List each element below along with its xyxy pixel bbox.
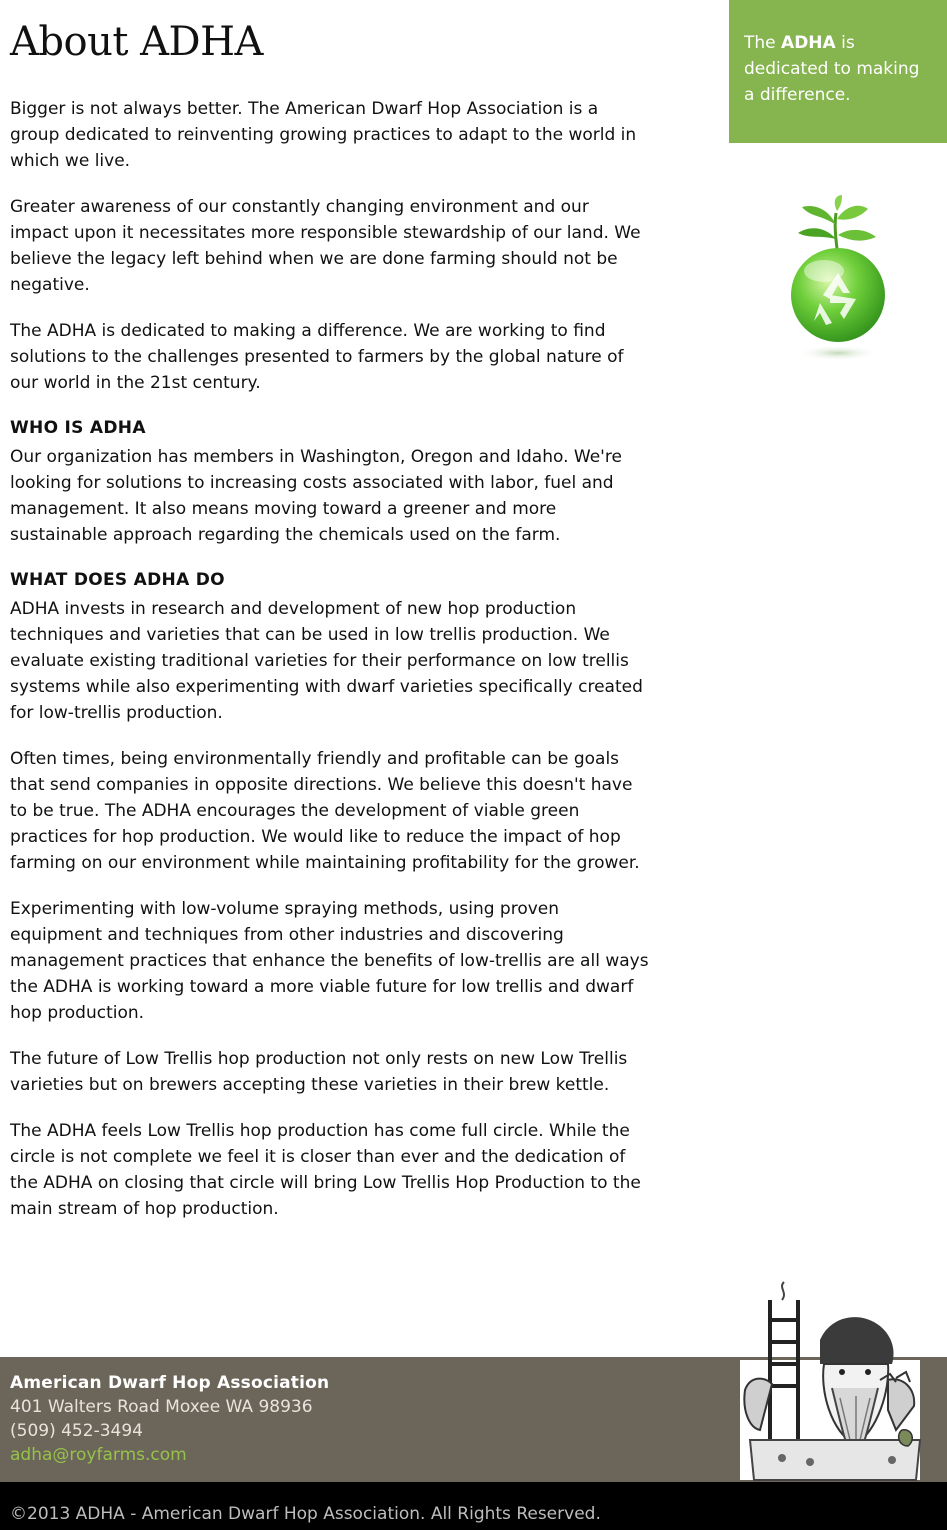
intro-paragraph-3: The ADHA is dedicated to making a difference. We are working to find solutions to the challenges presented to farmers by the global nature of our world in the 21st century. — [10, 321, 624, 393]
footer-email-link[interactable]: adha@royfarms.com — [10, 1445, 187, 1465]
what-paragraph-4: The future of Low Trellis hop production not only rests on new Low Trellis varieties but on brewers accepting these varieties in their brew kettle. — [10, 1049, 628, 1095]
dwarf-mascot-icon — [720, 1280, 930, 1485]
what-paragraph-2: Often times, being environmentally friendly and profitable can be goals that send companies in opposite directions. We believe this doesn't have to be true. The ADHA encourages the development of viable green practices for hop production. We would like to reduce the impact of hop farming on our environment while maintaining profitability for the grower. — [10, 749, 640, 873]
sidebar-callout — [729, 0, 947, 143]
copyright-text: ©2013 ADHA - American Dwarf Hop Association. All Rights Reserved. — [10, 1504, 601, 1524]
footer-org-name: American Dwarf Hop Association — [10, 1373, 330, 1393]
footer-address: 401 Walters Road Moxee WA 98936 — [10, 1397, 313, 1417]
what-paragraph-3: Experimenting with low-volume spraying methods, using proven equipment and techniques from other industries and discovering management practices that enhance the benefits of low-trellis are all ways the ADHA is working toward a more viable future for low trellis and dwarf hop production. — [10, 899, 649, 1023]
page-title: About ADHA — [10, 19, 263, 65]
callout-text-post: is dedicated to making a difference. — [744, 33, 920, 105]
what-paragraph-5: The ADHA feels Low Trellis hop production has come full circle. While the circle is not complete we feel it is closer than ever and the dedication of the ADHA on closing that circle will bring Low Trellis Hop Production to the main stream of hop production. — [10, 1121, 641, 1219]
intro-paragraph-1: Bigger is not always better. The American Dwarf Hop Association is a group dedicated to reinventing growing practices to adapt to the world in which we live. — [10, 99, 637, 171]
main-content — [10, 16, 650, 1242]
what-paragraph-1: ADHA invests in research and development of new hop production techniques and varieties that can be used in low trellis production. We evaluate existing traditional varieties for their performance on low trellis systems while also experimenting with dwarf varieties specifically created for low-trellis production. — [10, 599, 643, 723]
callout-text-pre: The — [744, 33, 782, 53]
intro-paragraph-2: Greater awareness of our constantly changing environment and our impact upon it necessitates more responsible stewardship of our land. We believe the legacy left behind when we are done farming should not be negative. — [10, 197, 641, 295]
who-heading: WHO IS ADHA — [10, 418, 146, 438]
copyright-bar — [0, 1482, 947, 1530]
what-heading: WHAT DOES ADHA DO — [10, 570, 225, 590]
footer-phone: (509) 452-3494 — [10, 1421, 143, 1441]
footer-contact — [10, 1371, 329, 1467]
recycle-globe-icon — [780, 195, 900, 365]
callout-text-bold: ADHA — [781, 33, 836, 53]
who-paragraph: Our organization has members in Washington, Oregon and Idaho. We're looking for solutions to increasing costs associated with labor, fuel and management. It also means moving toward a greener and more sustainable approach regarding the chemicals used on the farm. — [10, 447, 622, 545]
